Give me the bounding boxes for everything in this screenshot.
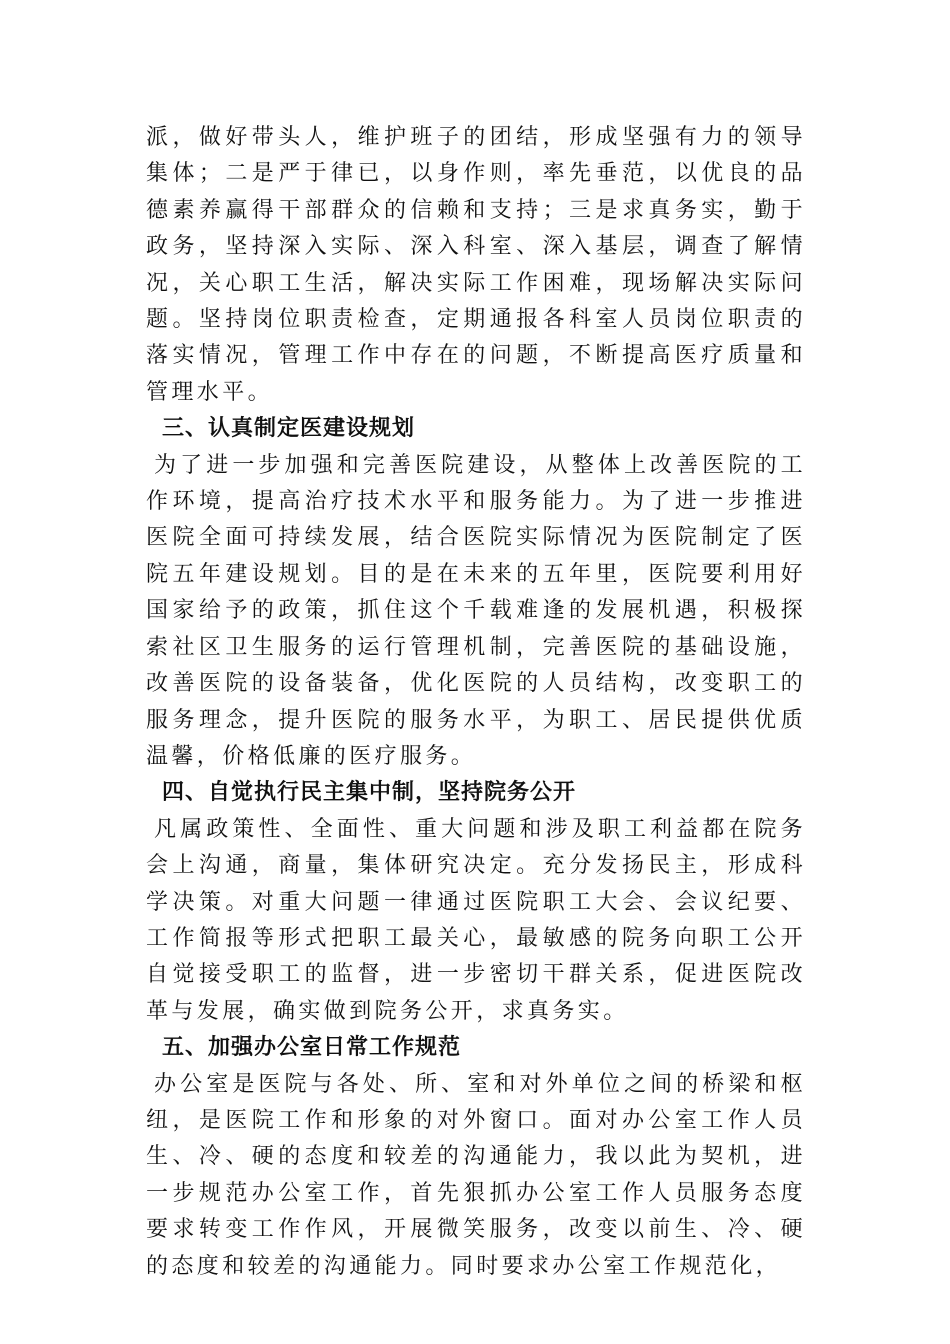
document-body: [146, 120, 806, 1285]
section-heading-4: 四、自觉执行民主集中制，坚持院务公开: [162, 780, 577, 806]
paragraph-democracy: 凡属政策性、全面性、重大问题和涉及职工利益都在院务会上沟通，商量，集体研究决定。充分发扬民主，形成科学决策。对重大问题一律通过医院职工大会、会议纪要、工作简报等形式把职工最关心，最敏感的院务向职工公开自觉接受职工的监督，进一步密切干群关系，促进医院改革与发展，确实做到院务公开，求真务实。: [146, 816, 806, 1024]
section-heading-5: 五、加强办公室日常工作规范: [162, 1035, 462, 1061]
paragraph-office: 办公室是医院与各处、所、室和对外单位之间的桥梁和枢纽，是医院工作和形象的对外窗口。面对办公室工作人员生、冷、硬的态度和较差的沟通能力，我以此为契机，进一步规范办公室工作，首先狠抓办公室工作人员服务态度要求转变工作作风，开展微笑服务，改变以前生、冷、硬的态度和较差的沟通能力。同时要求办公室工作规范化，: [146, 1071, 806, 1279]
section-heading-3: 三、认真制定医建设规划: [162, 416, 416, 442]
paragraph-planning: 为了进一步加强和完善医院建设，从整体上改善医院的工作环境，提高治疗技术水平和服务能力。为了进一步推进医院全面可持续发展，结合医院实际情况为医院制定了医院五年建设规划。目的是在未来的五年里，医院要利用好国家给予的政策，抓住这个千载难逢的发展机遇，积极探索社区卫生服务的运行管理机制，完善医院的基础设施，改善医院的设备装备，优化医院的人员结构，改变职工的服务理念，提升医院的服务水平，为职工、居民提供优质温馨，价格低廉的医疗服务。: [146, 452, 806, 769]
paragraph-leadership: 派，做好带头人，维护班子的团结，形成坚强有力的领导集体；二是严于律已，以身作则，率先垂范，以优良的品德素养赢得干部群众的信赖和支持；三是求真务实，勤于政务，坚持深入实际、深入科室、深入基层，调查了解情况，关心职工生活，解决实际工作困难，现场解决实际问题。坚持岗位职责检查，定期通报各科室人员岗位职责的落实情况，管理工作中存在的问题，不断提高医疗质量和管理水平。: [146, 125, 806, 405]
